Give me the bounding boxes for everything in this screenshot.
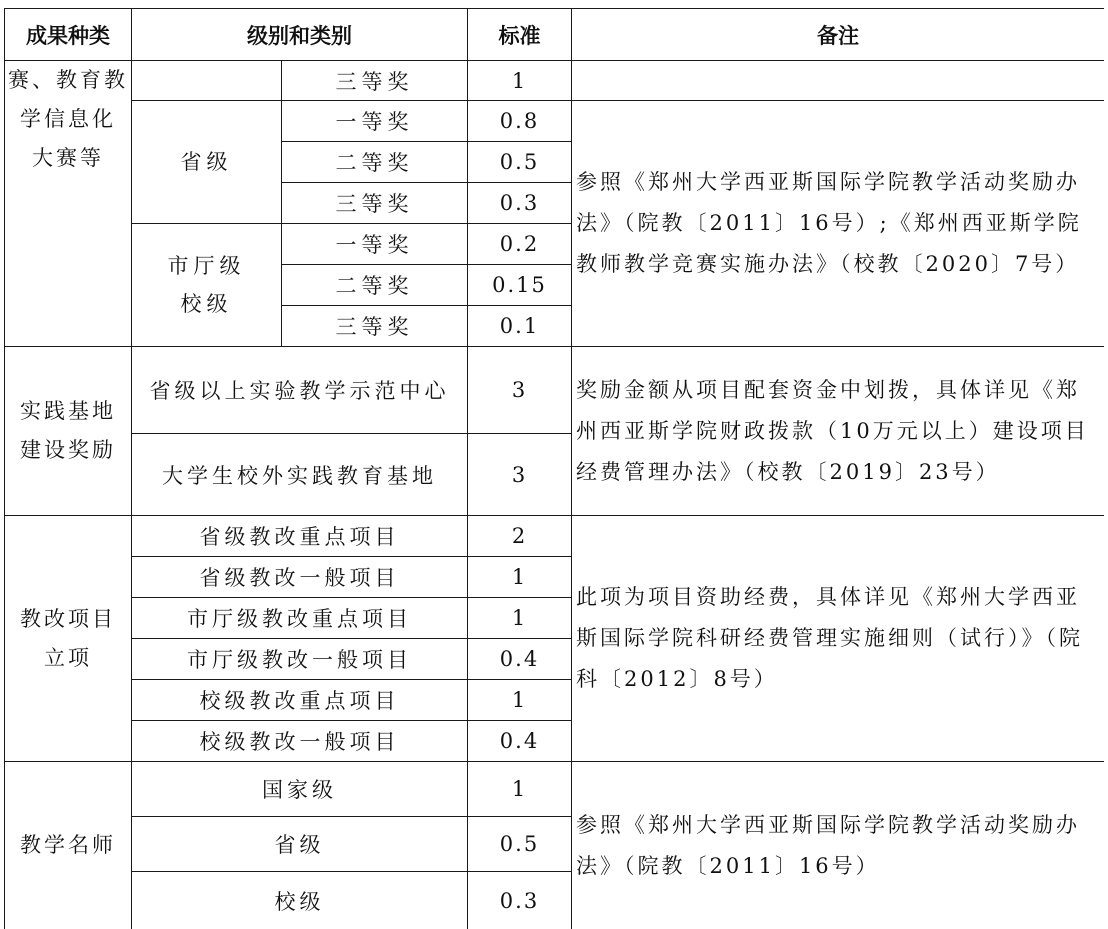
header-notes: 备注 [572,9,1105,61]
award-grade-cell: 二等奖 [282,265,468,306]
header-level: 级别和类别 [132,9,468,61]
item-cell: 省级以上实验教学示范中心 [132,347,468,434]
standard-cell: 1 [468,680,572,721]
standard-cell: 2 [468,516,572,557]
category-cell: 教学名师 [5,762,132,929]
header-standard: 标准 [468,9,572,61]
category-cell [5,347,132,516]
note-cell: 参照《郑州大学西亚斯国际学院教学活动奖励办法》（院教〔2011〕16号）;《郑州西亚斯学院教师教学竞赛实施办法》（校教〔2020〕7号） [572,101,1105,347]
table-row [5,762,1105,817]
award-grade-cell: 一等奖 [282,101,468,142]
note-cell: 奖励金额从项目配套资金中划拨，具体详见《郑州西亚斯学院财政拨款（10万元以上）建设项目经费管理办法》（校教〔2019〕23号） [572,347,1105,516]
level-cell: 省级 [132,101,282,224]
item-cell: 国家级 [132,762,468,817]
category-line: 学信息化 [20,107,116,131]
standard-cell: 1 [468,762,572,817]
item-cell: 市厅级教改一般项目 [132,639,468,680]
table-row [5,101,1105,142]
table-row [5,347,1105,434]
category-line: 立项 [44,645,92,670]
category-cell [5,516,132,762]
standard-cell: 0.3 [468,183,572,224]
standard-cell: 1 [468,598,572,639]
award-grade-cell: 三等奖 [282,183,468,224]
item-cell: 市厅级教改重点项目 [132,598,468,639]
level-line: 校级 [180,292,233,316]
award-grade-cell: 一等奖 [282,224,468,265]
level-cell [132,61,282,101]
standard-cell: 0.5 [468,142,572,183]
standard-cell: 0.5 [468,817,572,872]
standard-cell: 0.4 [468,639,572,680]
standard-cell: 1 [468,557,572,598]
standard-cell: 3 [468,434,572,516]
category-line: 大赛等 [32,146,104,170]
award-grade-cell: 二等奖 [282,142,468,183]
category-line: 赛、教育教 [8,68,128,92]
standard-cell: 0.2 [468,224,572,265]
standard-cell: 1 [468,61,572,101]
award-grade-cell: 三等奖 [282,61,468,101]
standard-cell: 0.3 [468,872,572,929]
item-cell: 校级教改一般项目 [132,721,468,762]
standard-cell: 0.4 [468,721,572,762]
table-row [5,61,1105,101]
category-line: 教改项目 [20,606,116,631]
category-line: 建设奖励 [20,438,116,462]
note-cell: 参照《郑州大学西亚斯国际学院教学活动奖励办法》（院教〔2011〕16号） [572,762,1105,929]
item-cell: 校级 [132,872,468,929]
award-grade-cell: 三等奖 [282,306,468,347]
standard-cell: 3 [468,347,572,434]
standard-cell: 0.15 [468,265,572,306]
standard-cell: 0.1 [468,306,572,347]
item-cell: 大学生校外实践教育基地 [132,434,468,516]
note-cell-empty [572,61,1105,101]
header-category: 成果种类 [5,9,132,61]
table-header-row [5,9,1105,61]
standard-cell: 0.8 [468,101,572,142]
reward-standards-table [4,8,1104,929]
item-cell: 省级教改重点项目 [132,516,468,557]
item-cell: 省级 [132,817,468,872]
table-row [5,516,1105,557]
document-page [4,8,1104,929]
category-line: 实践基地 [20,399,116,423]
level-cell [132,224,282,347]
item-cell: 校级教改重点项目 [132,680,468,721]
note-cell: 此项为项目资助经费，具体详见《郑州大学西亚斯国际学院科研经费管理实施细则（试行）》（院科〔2012〕8号） [572,516,1105,762]
item-cell: 省级教改一般项目 [132,557,468,598]
category-cell [5,61,132,347]
level-line: 市厅级 [167,254,246,278]
